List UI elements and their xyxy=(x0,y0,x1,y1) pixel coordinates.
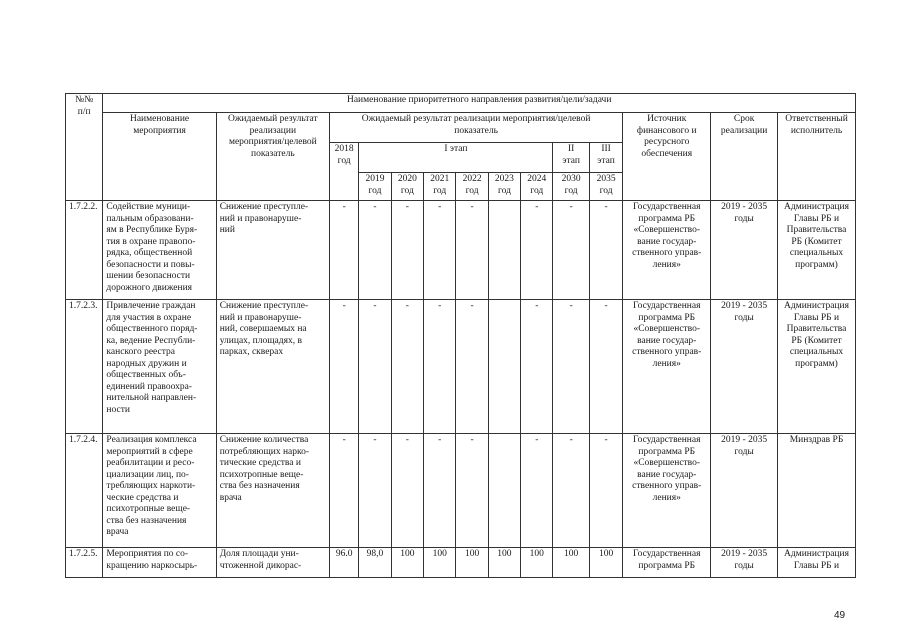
stage-3-header: III этап xyxy=(589,143,622,173)
row-number: 1.7.2.3. xyxy=(66,300,103,434)
event-name: Мероприятия по со- кращению наркосырь- xyxy=(103,548,216,578)
table-header-row xyxy=(66,94,856,113)
implementation-term: 2019 - 2035 годы xyxy=(711,201,778,300)
value-cell: 100 xyxy=(589,548,622,578)
table-row xyxy=(66,434,856,548)
value-cell: - xyxy=(589,434,622,548)
expected-result: Снижение преступле- ний и правонаруше- ний, совершаемых на улицах, площадях, в парках, скверах xyxy=(216,300,329,434)
value-cell: - xyxy=(521,300,553,434)
value-cell: 100 xyxy=(521,548,553,578)
value-cell: - xyxy=(424,434,456,548)
year-2018-header: 2018 год xyxy=(329,143,358,201)
implementation-term: 2019 - 2035 годы xyxy=(711,548,778,578)
value-cell: - xyxy=(359,300,391,434)
row-number: 1.7.2.2. xyxy=(66,201,103,300)
num-header: №№ п/п xyxy=(66,94,103,201)
value-cell: - xyxy=(329,434,358,548)
value-cell: 100 xyxy=(424,548,456,578)
funding-source: Государственная программа РБ xyxy=(623,548,711,578)
row-number: 1.7.2.5. xyxy=(66,548,103,578)
term-header: Срок реализации xyxy=(711,113,778,201)
expected-result-header: Ожидаемый результат реализации мероприятия/целевой показатель xyxy=(216,113,329,201)
value-cell: - xyxy=(329,300,358,434)
value-cell: - xyxy=(359,434,391,548)
funding-source: Государственная программа РБ «Совершенство- вание государ- ственного управ- ления» xyxy=(623,434,711,548)
year-header: 2019 год xyxy=(359,173,391,201)
row-number: 1.7.2.4. xyxy=(66,434,103,548)
value-cell: - xyxy=(391,201,423,300)
event-name: Содействие муници- пальным образовани- ям в Республике Буря- тия в охране правопо- рядка, общественной безопасности и повы- шении безопасности дорожного движения xyxy=(103,201,216,300)
implementation-term: 2019 - 2035 годы xyxy=(711,434,778,548)
value-cell: - xyxy=(589,300,622,434)
responsible-executor: Администрация Главы РБ и Правительства РБ (Комитет специальных программ) xyxy=(778,201,856,300)
value-cell: - xyxy=(553,300,589,434)
event-name: Привлечение граждан для участия в охране общественного поряд- ка, ведение Республи- канского реестра народных дружин и общественных объ- единений правоохра- нительной направлен- ности xyxy=(103,300,216,434)
responsible-header: Ответственный исполнитель xyxy=(778,113,856,201)
value-cell xyxy=(488,201,520,300)
expected-result-group-header: Ожидаемый результат реализации мероприятия/целевой показатель xyxy=(329,113,622,143)
table-row xyxy=(66,548,856,578)
year-header: 2021 год xyxy=(424,173,456,201)
value-cell: - xyxy=(521,201,553,300)
event-name-header: Наименование мероприятия xyxy=(103,113,216,201)
direction-title: Наименование приоритетного направления развития/цели/задачи xyxy=(103,94,856,113)
table-header-row xyxy=(66,113,856,143)
value-cell: - xyxy=(553,434,589,548)
event-name: Реализация комплекса мероприятий в сфере реабилитации и ресо- циализации лиц, по- требляющих наркоти- ческие средства и психотропные веще- ства без назначения врача xyxy=(103,434,216,548)
stage-2-header: II этап xyxy=(553,143,589,173)
year-header: 2024 год xyxy=(521,173,553,201)
value-cell xyxy=(488,300,520,434)
value-cell: - xyxy=(391,300,423,434)
year-header: 2023 год xyxy=(488,173,520,201)
value-cell: 100 xyxy=(391,548,423,578)
page-number: 49 xyxy=(834,610,846,621)
value-cell: - xyxy=(589,201,622,300)
value-cell: - xyxy=(391,434,423,548)
value-cell: - xyxy=(456,300,488,434)
table-row xyxy=(66,300,856,434)
responsible-executor: Администрация Главы РБ и Правительства РБ (Комитет специальных программ) xyxy=(778,300,856,434)
source-header: Источник финансового и ресурсного обеспечения xyxy=(623,113,711,201)
measures-table xyxy=(65,93,856,578)
value-cell: - xyxy=(424,201,456,300)
value-cell: 100 xyxy=(553,548,589,578)
year-header: 2020 год xyxy=(391,173,423,201)
responsible-executor: Минздрав РБ xyxy=(778,434,856,548)
expected-result: Снижение преступле- ний и правонаруше- ний xyxy=(216,201,329,300)
year-header: 2022 год xyxy=(456,173,488,201)
value-cell: - xyxy=(456,434,488,548)
stage-1-header: I этап xyxy=(359,143,553,173)
value-cell: - xyxy=(329,201,358,300)
value-cell: - xyxy=(424,300,456,434)
responsible-executor: Администрация Главы РБ и xyxy=(778,548,856,578)
value-cell: - xyxy=(456,201,488,300)
value-cell: 98,0 xyxy=(359,548,391,578)
table-row xyxy=(66,201,856,300)
value-cell: 100 xyxy=(488,548,520,578)
year-header: 2035 год xyxy=(589,173,622,201)
funding-source: Государственная программа РБ «Совершенство- вание государ- ственного управ- ления» xyxy=(623,201,711,300)
value-cell: - xyxy=(553,201,589,300)
value-cell xyxy=(488,434,520,548)
value-cell: 100 xyxy=(456,548,488,578)
value-cell: 96.0 xyxy=(329,548,358,578)
implementation-term: 2019 - 2035 годы xyxy=(711,300,778,434)
expected-result: Снижение количества потребляющих нарко- тические средства и психотропные веще- ства без назначения врача xyxy=(216,434,329,548)
value-cell: - xyxy=(359,201,391,300)
funding-source: Государственная программа РБ «Совершенство- вание государ- ственного управ- ления» xyxy=(623,300,711,434)
value-cell: - xyxy=(521,434,553,548)
expected-result: Доля площади уни- чтоженной дикорас- xyxy=(216,548,329,578)
year-header: 2030 год xyxy=(553,173,589,201)
